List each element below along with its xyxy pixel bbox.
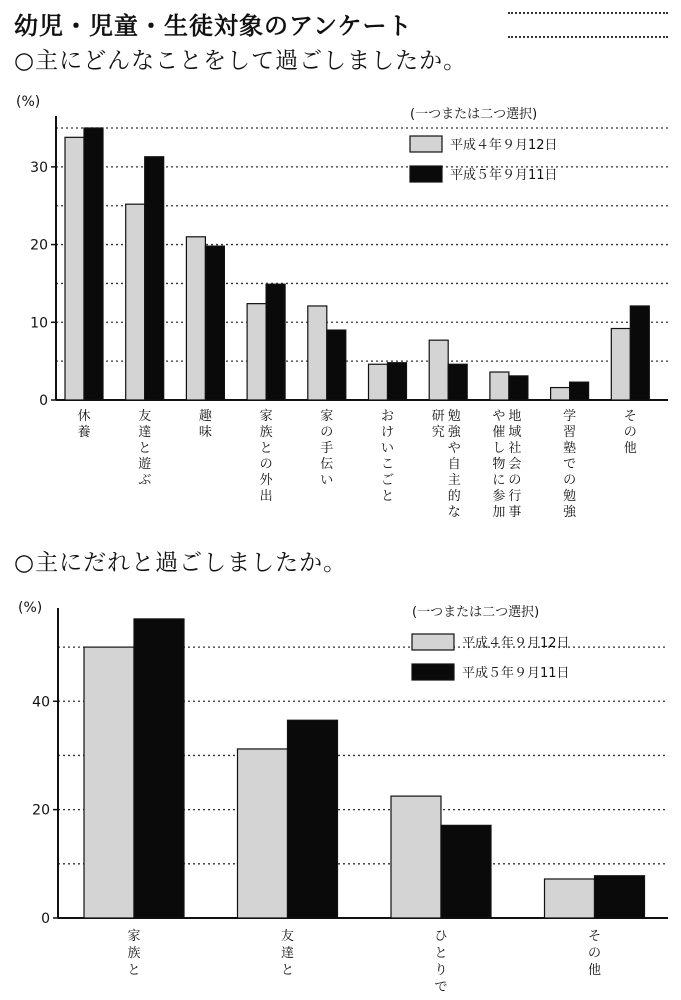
legend-note: (一つまたは二つ選択) [412, 605, 540, 620]
bar-series-1 [545, 879, 595, 918]
category-label-char: 他 [623, 441, 637, 456]
category-label-char: 社 [508, 441, 522, 456]
legend-swatch-series-2 [412, 664, 454, 680]
legend-label-series-2: 平成５年９月11日 [462, 666, 570, 681]
category-label-char: や [492, 409, 506, 424]
category-label-char: 達 [138, 425, 152, 440]
bar-series-1 [391, 796, 441, 918]
category-label-char: 学 [563, 409, 577, 424]
y-axis-unit-label: (%) [18, 600, 43, 616]
legend-note: (一つまたは二つ選択) [410, 107, 538, 122]
category-label-char: 主 [447, 473, 461, 488]
category-label-char: 強 [447, 425, 461, 440]
bar-series-2 [441, 825, 491, 918]
category-label-char: 習 [563, 425, 577, 440]
category-label-char: 族 [259, 425, 273, 440]
category-label-char: こ [380, 457, 395, 472]
category-label-char: 参 [492, 489, 506, 504]
y-axis-unit-label: (%) [16, 94, 41, 110]
category-label-char: や [447, 441, 461, 456]
bar-series-2 [595, 876, 645, 918]
y-tick-label: 10 [30, 315, 48, 332]
y-tick-label: 20 [32, 802, 50, 819]
category-label-char: 他 [587, 963, 602, 978]
category-label-char: 地 [508, 409, 522, 424]
category-label-char: 味 [198, 425, 212, 440]
category-label-char: け [380, 425, 395, 440]
category-label-char: と [127, 963, 141, 978]
category-label-char: 趣 [198, 409, 212, 424]
category-label-char: の [259, 457, 273, 472]
category-label-char: な [447, 505, 461, 520]
category-label-char: 塾 [563, 441, 577, 456]
category-label-char: 勉 [563, 489, 577, 504]
category-label-char: と [380, 489, 395, 504]
category-label-char: し [492, 441, 506, 456]
category-label-char: 外 [259, 473, 273, 488]
category-label-char: 家 [259, 409, 273, 424]
bar-series-2 [288, 720, 338, 918]
category-label-char: 伝 [320, 457, 334, 472]
category-label-char: の [320, 425, 334, 440]
category-label-char: 手 [320, 441, 334, 456]
category-label-char: の [508, 473, 522, 488]
category-label-char: 自 [447, 457, 461, 472]
y-tick-label: 40 [32, 694, 50, 711]
category-label-char: い [380, 441, 395, 456]
category-label-char: に [492, 473, 506, 488]
bar-series-1 [238, 749, 288, 918]
category-label-char: 究 [431, 425, 445, 440]
category-label-char: と [280, 963, 295, 978]
category-label-char: と [434, 946, 448, 961]
category-label-char: ご [380, 473, 395, 488]
category-label-char: ひ [434, 929, 448, 944]
y-tick-label: 20 [30, 237, 48, 254]
y-tick-label: 30 [30, 159, 48, 176]
category-label-char: 友 [138, 409, 152, 424]
category-label-char: と [259, 441, 273, 456]
category-label-char: 出 [259, 489, 273, 504]
category-label-char: 会 [508, 457, 522, 472]
legend-label-series-1: 平成４年９月12日 [450, 138, 558, 153]
category-label-char: 的 [447, 489, 461, 504]
category-label-char: 物 [492, 457, 506, 472]
bar-series-1 [84, 647, 134, 918]
category-label-char: 行 [508, 489, 522, 504]
category-label-char: の [623, 425, 637, 440]
category-label-char: 強 [563, 505, 577, 520]
category-label-char: 事 [508, 505, 522, 520]
category-label-char: 催 [492, 425, 506, 440]
chart-1-heading: ○主にどんなことをして過ごしましたか。 [14, 48, 468, 74]
y-tick-label: 0 [39, 393, 48, 409]
legend-label-series-2: 平成５年９月11日 [450, 168, 558, 183]
category-label-char: で [434, 980, 448, 995]
page-title: 幼児・児童・生徒対象のアンケート [14, 12, 413, 40]
category-label-char: 家 [127, 929, 141, 944]
category-label-char: 族 [127, 946, 141, 961]
category-label-char: 研 [431, 409, 445, 424]
category-label-char: で [563, 457, 577, 472]
bar-series-2 [134, 619, 184, 918]
category-label-char: 加 [492, 505, 506, 520]
category-label-char: 域 [508, 425, 522, 440]
category-label-char: 遊 [138, 457, 152, 472]
category-label-char: 勉 [447, 409, 461, 424]
category-label-char: の [587, 946, 602, 961]
chart-2-heading: ○主にだれと過ごしましたか。 [14, 550, 348, 576]
category-label-char: り [434, 963, 448, 978]
legend-label-series-1: 平成４年９月12日 [462, 636, 570, 651]
category-label-char: い [320, 473, 334, 488]
category-label-char: 養 [77, 425, 91, 440]
category-label-char: の [563, 473, 577, 488]
category-label-char: 家 [320, 409, 334, 424]
y-tick-label: 0 [41, 911, 50, 927]
category-label-char: と [138, 441, 152, 456]
category-label-char: 達 [280, 946, 295, 961]
legend-swatch-series-1 [412, 634, 454, 650]
category-label-char: 休 [77, 409, 91, 424]
category-label-char: お [380, 409, 395, 424]
category-label-char: そ [587, 929, 602, 944]
category-label-char: 友 [280, 929, 295, 944]
category-label-char: そ [623, 409, 637, 424]
category-label-char: ぶ [138, 473, 152, 488]
